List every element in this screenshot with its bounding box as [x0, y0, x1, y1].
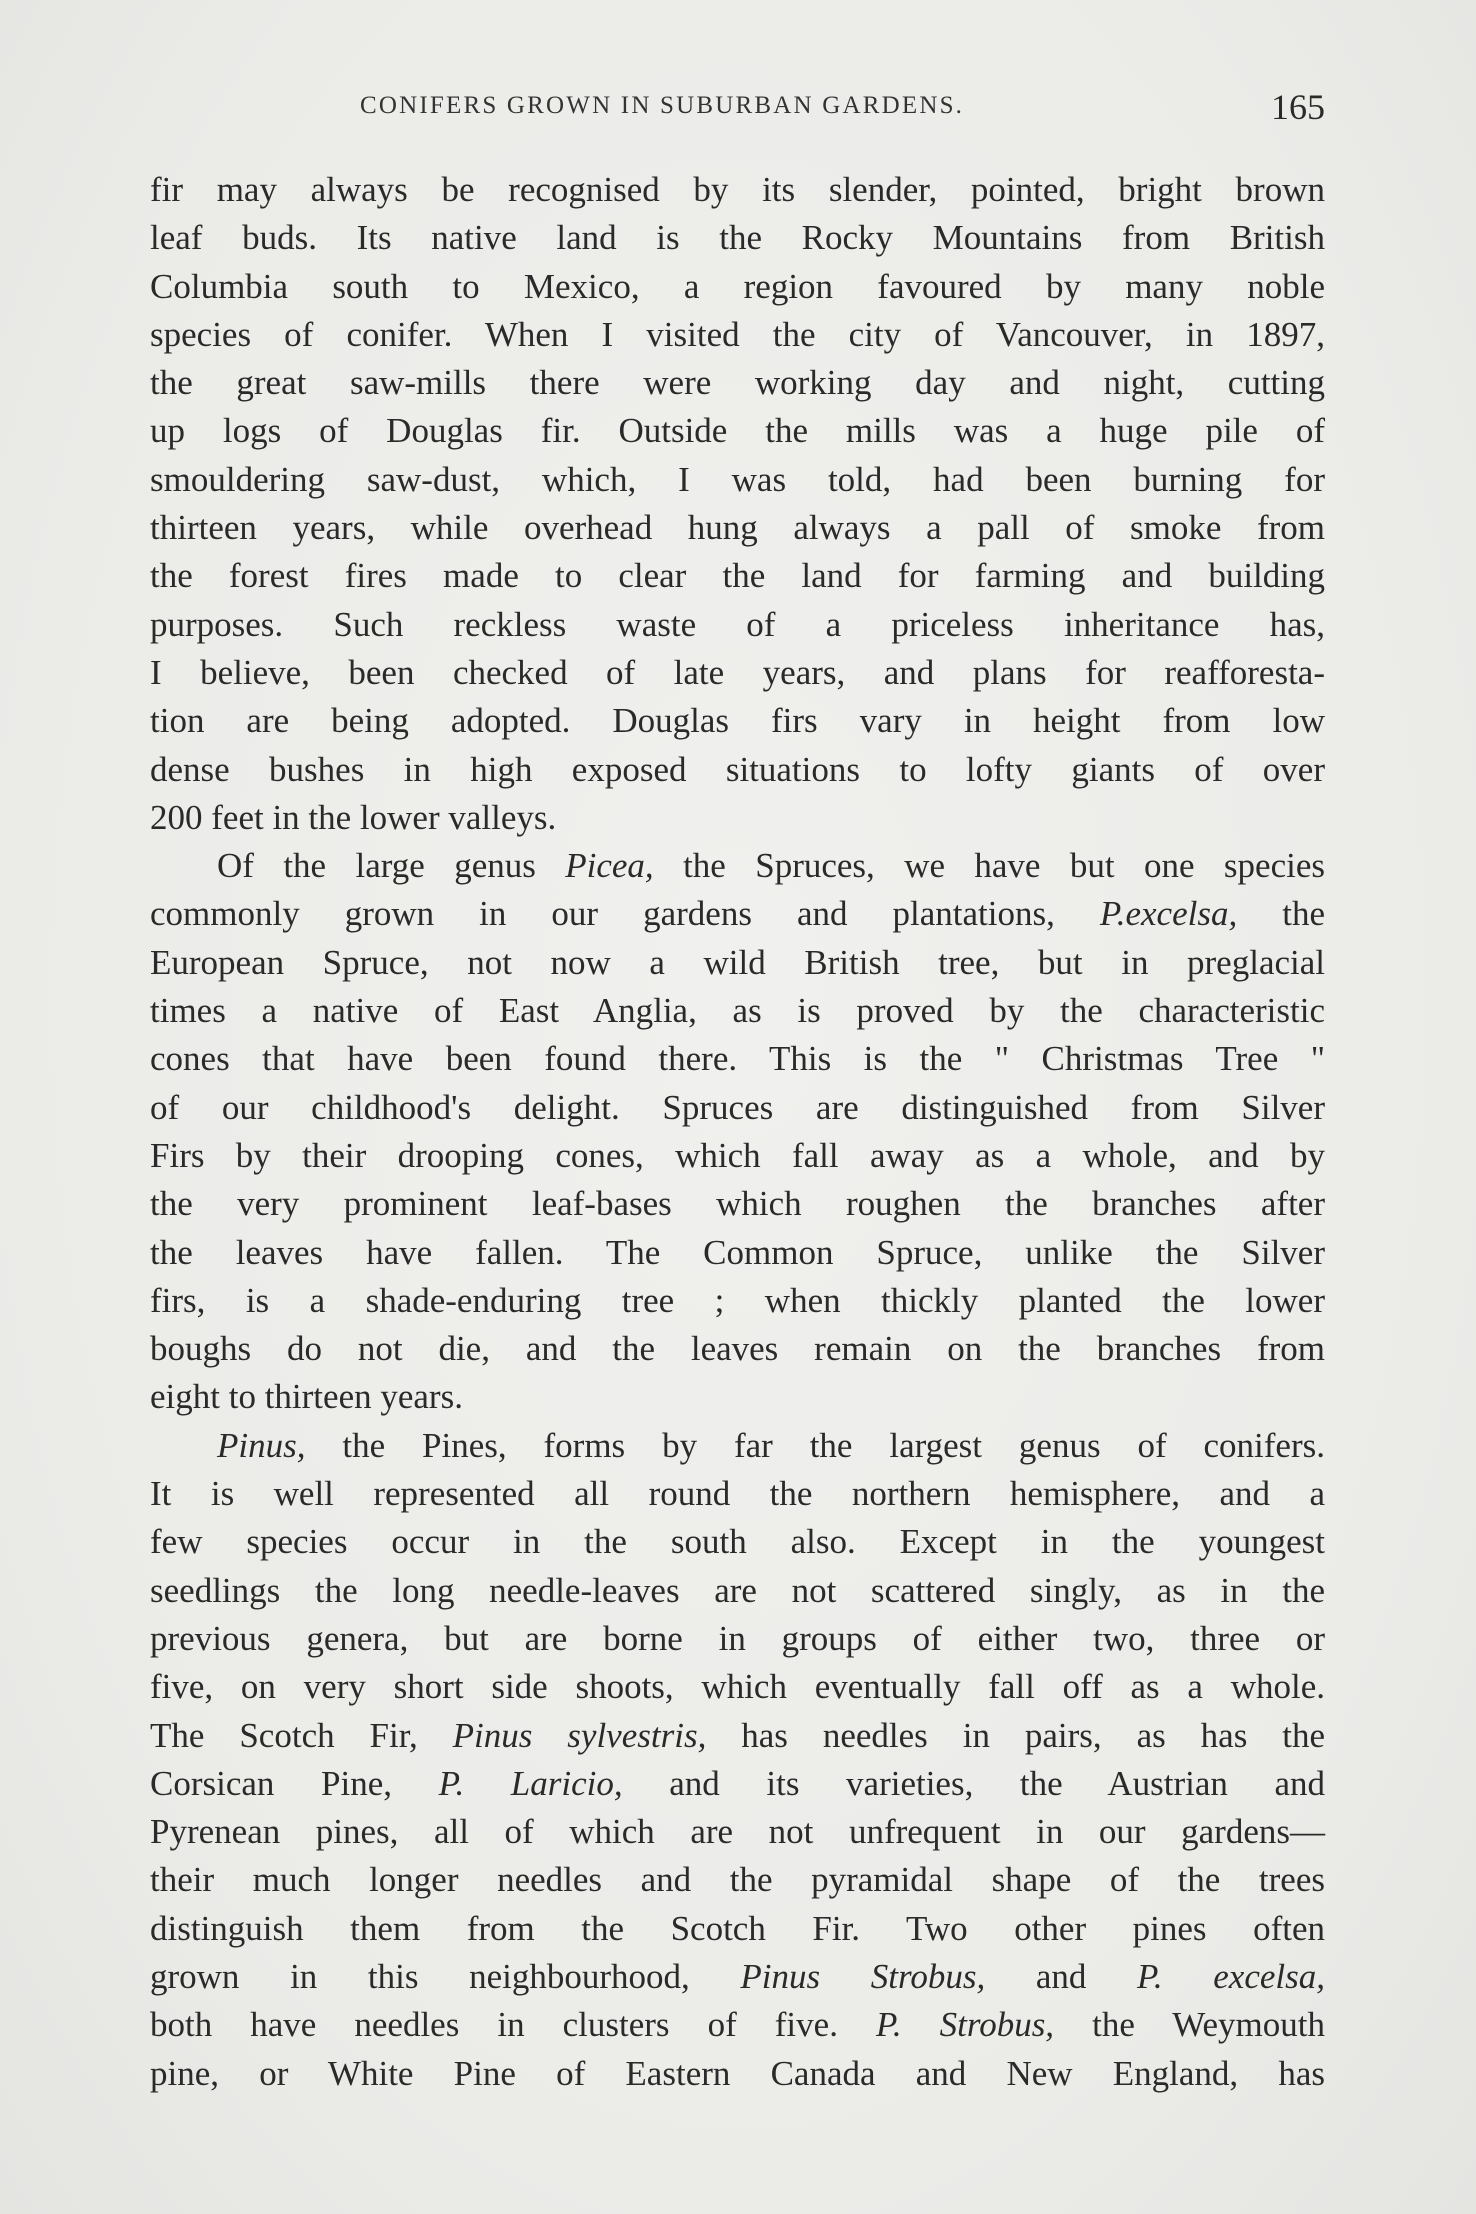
text-run: tion are being adopted. Douglas firs vary in height from low	[150, 701, 1325, 741]
text-line	[150, 794, 1325, 842]
text-run: the very prominent leaf-bases which roughen the branches after	[150, 1184, 1325, 1224]
text-line	[150, 601, 1325, 649]
text-line	[150, 263, 1325, 311]
text-run: Pyrenean pines, all of which are not unfrequent in our gardens—	[150, 1812, 1325, 1852]
running-head	[150, 86, 1325, 136]
running-title: CONIFERS GROWN IN SUBURBAN GARDENS.	[360, 92, 965, 119]
text-run: and its varieties, the Austrian and	[622, 1763, 1326, 1803]
text-run: the forest fires made to clear the land for farming and building	[150, 556, 1325, 596]
text-line	[150, 1518, 1325, 1566]
text-run: distinguish them from the Scotch Fir. Two other pines often	[150, 1908, 1325, 1948]
text-line	[150, 1373, 1325, 1421]
text-line	[150, 407, 1325, 455]
text-line	[150, 1567, 1325, 1615]
text-line	[150, 311, 1325, 359]
text-run: five, on very short side shoots, which eventually fall off as a whole.	[150, 1667, 1325, 1707]
italic-text-run: P. Strobus,	[875, 2005, 1055, 2045]
text-run: boughs do not die, and the leaves remain on the branches from	[150, 1329, 1325, 1369]
italic-text-run: Pinus Strobus,	[740, 1956, 986, 1996]
text-line	[150, 746, 1325, 794]
text-line	[150, 1035, 1325, 1083]
text-run: Corsican Pine,	[150, 1763, 439, 1803]
text-line	[150, 214, 1325, 262]
text-run: 200 feet in the lower valleys.	[150, 797, 557, 837]
text-run: the Spruces, we have but one species	[653, 846, 1325, 886]
text-run: few species occur in the south also. Except in the youngest	[150, 1522, 1325, 1562]
text-run: the Pines, forms by far the largest genus of conifers.	[305, 1425, 1325, 1465]
italic-text-run: P.excelsa,	[1099, 894, 1238, 934]
text-line	[150, 456, 1325, 504]
text-line	[150, 1277, 1325, 1325]
text-run: both have needles in clusters of five.	[150, 2005, 876, 2045]
italic-text-run: Pinus,	[217, 1425, 306, 1465]
text-line	[150, 1712, 1325, 1760]
text-run: Columbia south to Mexico, a region favoured by many noble	[150, 266, 1325, 306]
text-run: leaf buds. Its native land is the Rocky Mountains from British	[150, 218, 1325, 258]
text-line	[150, 1422, 1325, 1470]
text-run: eight to thirteen years.	[150, 1377, 463, 1417]
text-run: the leaves have fallen. The Common Spruce, unlike the Silver	[150, 1232, 1325, 1272]
text-line	[150, 649, 1325, 697]
text-line	[150, 1760, 1325, 1808]
text-line	[150, 939, 1325, 987]
text-run: I believe, been checked of late years, and plans for reafforesta-	[150, 652, 1325, 692]
text-run: Firs by their drooping cones, which fall away as a whole, and by	[150, 1135, 1325, 1175]
text-run: the	[1237, 894, 1325, 934]
text-line	[150, 1325, 1325, 1373]
text-line	[150, 1180, 1325, 1228]
body-text	[150, 166, 1325, 2098]
text-run: seedlings the long needle-leaves are not scattered singly, as in the	[150, 1570, 1325, 1610]
text-run: previous genera, but are borne in groups of either two, three or	[150, 1618, 1325, 1658]
text-run: fir may always be recognised by its slender, pointed, bright brown	[150, 170, 1325, 209]
text-run: their much longer needles and the pyramidal shape of the trees	[150, 1860, 1325, 1900]
text-line	[150, 1084, 1325, 1132]
page-number: 165	[1271, 87, 1325, 127]
text-line	[150, 504, 1325, 552]
text-run: the great saw-mills there were working day and night, cutting	[150, 363, 1325, 403]
text-line	[150, 890, 1325, 938]
text-line	[150, 1856, 1325, 1904]
text-line	[150, 842, 1325, 890]
text-run: cones that have been found there. This is the " Christmas Tree "	[150, 1039, 1325, 1079]
text-run: The Scotch Fir,	[150, 1715, 453, 1755]
text-run: up logs of Douglas fir. Outside the mills was a huge pile of	[150, 411, 1325, 451]
text-run: smouldering saw-dust, which, I was told, had been burning for	[150, 459, 1325, 499]
text-run: firs, is a shade-enduring tree ; when thickly planted the lower	[150, 1280, 1325, 1320]
text-line	[150, 987, 1325, 1035]
text-run: the Weymouth	[1054, 2005, 1325, 2045]
text-run: times a native of East Anglia, as is proved by the characteristic	[150, 991, 1325, 1031]
italic-text-run: P. excelsa,	[1137, 1956, 1325, 1996]
text-run: purposes. Such reckless waste of a priceless inheritance has,	[150, 604, 1325, 644]
italic-text-run: Pinus sylvestris,	[452, 1715, 707, 1755]
text-run: grown in this neighbourhood,	[150, 1956, 741, 1996]
text-line	[150, 2001, 1325, 2049]
text-line	[150, 2050, 1325, 2098]
text-run: thirteen years, while overhead hung always a pall of smoke from	[150, 508, 1325, 548]
text-line	[150, 552, 1325, 600]
text-run: and	[985, 1956, 1138, 1996]
text-line	[150, 1615, 1325, 1663]
text-line	[150, 1905, 1325, 1953]
text-line	[150, 1470, 1325, 1518]
text-run: dense bushes in high exposed situations to lofty giants of over	[150, 749, 1325, 789]
text-line	[150, 1663, 1325, 1711]
text-line	[150, 1953, 1325, 2001]
text-run: has needles in pairs, as has the	[706, 1715, 1326, 1755]
text-line	[150, 166, 1325, 214]
italic-text-run: Picea,	[565, 846, 654, 886]
text-line	[150, 1229, 1325, 1277]
text-run: commonly grown in our gardens and plantations,	[150, 894, 1100, 934]
text-line	[150, 1132, 1325, 1180]
text-run: European Spruce, not now a wild British tree, but in preglacial	[150, 942, 1325, 982]
text-run: It is well represented all round the northern hemisphere, and a	[150, 1474, 1325, 1514]
text-run: pine, or White Pine of Eastern Canada and New England, has	[150, 2053, 1325, 2093]
text-line	[150, 359, 1325, 407]
text-run: of our childhood's delight. Spruces are distinguished from Silver	[150, 1087, 1325, 1127]
text-line	[150, 697, 1325, 745]
text-run: Of the large genus	[217, 846, 566, 886]
italic-text-run: P. Laricio,	[438, 1763, 623, 1803]
text-line	[150, 1808, 1325, 1856]
text-run: species of conifer. When I visited the city of Vancouver, in 1897,	[150, 314, 1325, 354]
